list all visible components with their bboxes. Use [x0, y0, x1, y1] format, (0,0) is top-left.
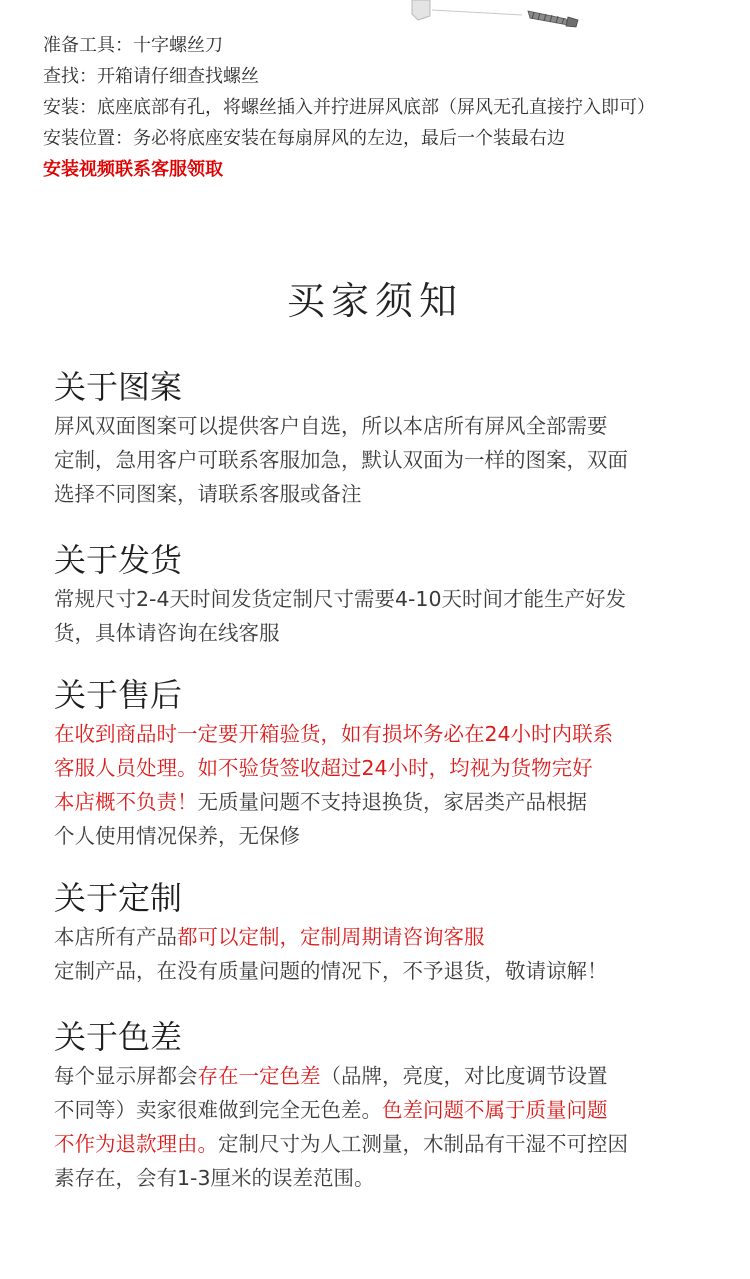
section-heading: 关于发货 — [54, 541, 183, 579]
install-tools-line: 准备工具：十字螺丝刀 — [43, 35, 223, 56]
install-video-note: 安装视频联系客服领取 — [43, 159, 223, 180]
section-line: 在收到商品时一定要开箱验货，如有损坏务必在24小时内联系 — [54, 722, 614, 746]
section-line: 不同等）卖家很难做到完全无色差。色差问题不属于质量问题 — [54, 1098, 608, 1122]
section-heading: 关于图案 — [54, 368, 183, 406]
installation-notes — [43, 30, 655, 185]
install-method-line: 安装：底座底部有孔，将螺丝插入并拧进屏风底部（屏风无孔直接拧入即可） — [43, 97, 655, 118]
screw-illustration — [0, 0, 750, 30]
section-line: 选择不同图案，请联系客服或备注 — [54, 482, 362, 506]
section-line: 素存在，会有1-3厘米的误差范围。 — [54, 1166, 375, 1190]
section-line: 每个显示屏都会存在一定色差（品牌，亮度，对比度调节设置 — [54, 1064, 608, 1088]
section-heading: 关于定制 — [54, 879, 183, 917]
section-line: 定制，急用客户可联系客服加急，默认双面为一样的图案，双面 — [54, 448, 628, 472]
section-heading: 关于色差 — [54, 1018, 183, 1056]
section-color-difference — [54, 1015, 704, 1195]
section-line: 客服人员处理。如不验货签收超过24小时，均视为货物完好 — [54, 756, 593, 780]
section-line: 本店所有产品都可以定制，定制周期请咨询客服 — [54, 925, 485, 949]
section-line: 屏风双面图案可以提供客户自选，所以本店所有屏风全部需要 — [54, 414, 608, 438]
install-find-line: 查找：开箱请仔细查找螺丝 — [43, 66, 259, 87]
section-line: 常规尺寸2-4天时间发货定制尺寸需要4-10天时间才能生产好发 — [54, 587, 627, 611]
page-title: 买家须知 — [286, 279, 463, 323]
section-heading: 关于售后 — [54, 676, 183, 714]
section-pattern — [54, 365, 704, 511]
section-line: 定制产品，在没有质量问题的情况下，不予退货，敬请谅解！ — [54, 959, 608, 983]
section-line: 本店概不负责！无质量问题不支持退换货，家居类产品根据 — [54, 790, 587, 814]
section-customization — [54, 876, 704, 988]
section-line: 不作为退款理由。定制尺寸为人工测量，木制品有干湿不可控因 — [54, 1132, 628, 1156]
install-position-line: 安装位置：务必将底座安装在每扇屏风的左边，最后一个装最右边 — [43, 128, 565, 149]
section-after-sales — [54, 673, 704, 853]
section-line: 货，具体请咨询在线客服 — [54, 621, 280, 645]
section-line: 个人使用情况保养，无保修 — [54, 824, 300, 848]
section-shipping — [54, 538, 704, 650]
